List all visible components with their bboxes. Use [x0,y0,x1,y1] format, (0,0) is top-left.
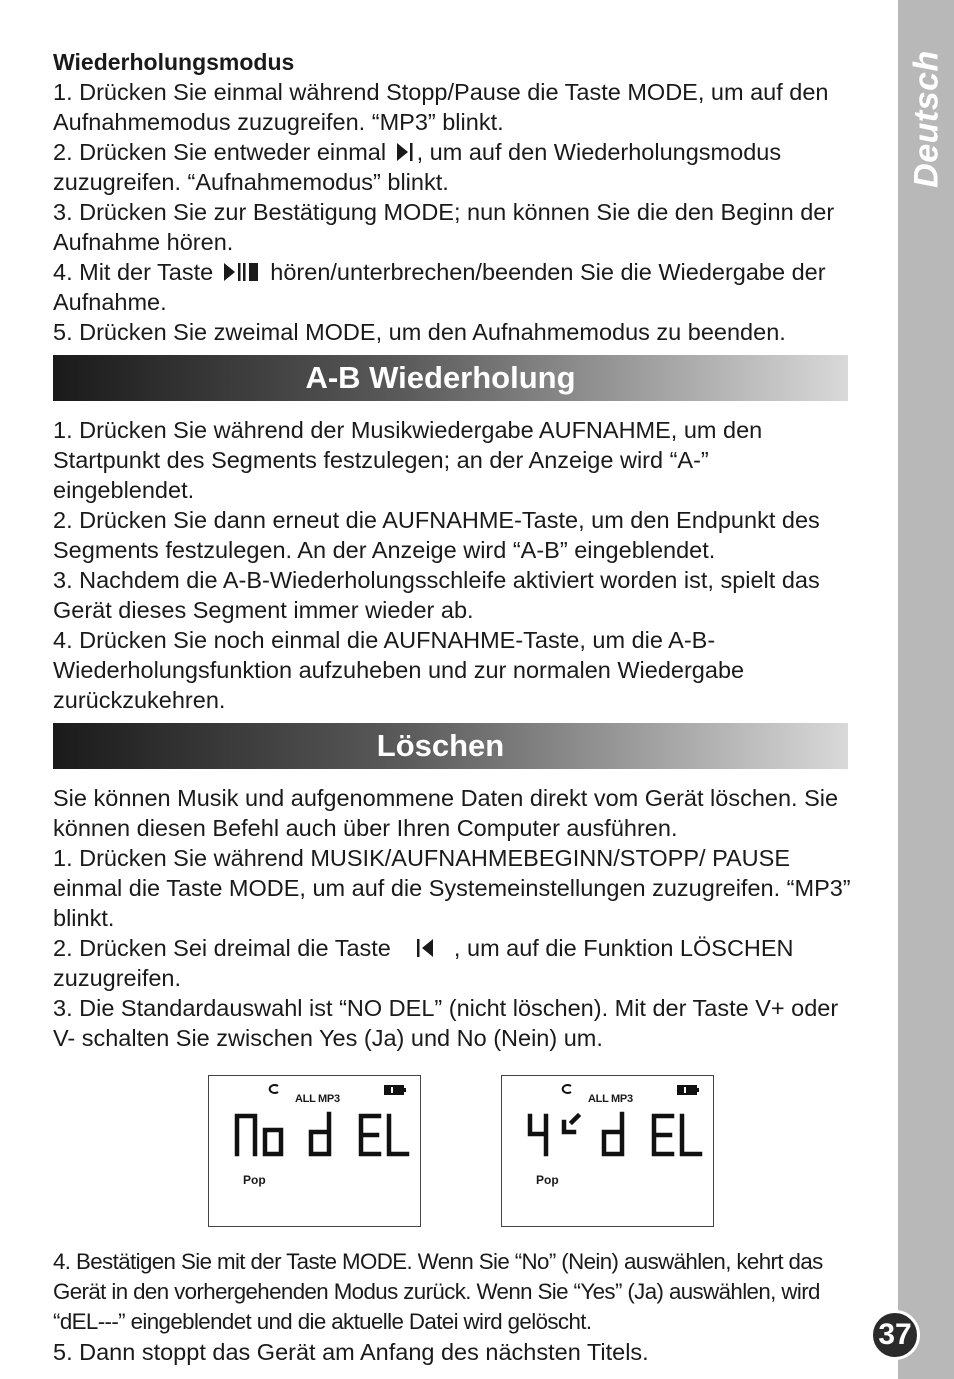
delete-step-4: 4. Bestätigen Sie mit der Taste MODE. Wenn Sie “No” (Nein) auswählen, kehrt das Gerät in den vorhergehenden Modus zurück. Wenn Sie “Yes” (Ja) auswählen, wird “dEL---” eingeblendet und die aktuelle Datei wird gelöscht. [53,1249,823,1334]
battery-icon [677,1085,699,1095]
repeat-step-4: 4. Mit der Taste hören/unterbrechen/beenden Sie die Wiedergabe der Aufnahme. [53,259,826,315]
ab-step-2: 2. Drücken Sie dann erneut die AUFNAHME-Taste, um den Endpunkt des Segments festzulegen. An der Anzeige wird “A-B” eingeblendet. [53,507,820,563]
delete-step-5: 5. Dann stoppt das Gerät am Anfang des nächsten Titels. [53,1339,649,1365]
repeat-step-3: 3. Drücken Sie zur Bestätigung MODE; nun können Sie die den Beginn der Aufnahme hören. [53,199,835,255]
lcd-displays [208,1075,853,1227]
page-number: 37 [870,1310,920,1360]
lcd-genre: Pop [243,1173,266,1187]
battery-icon [384,1085,406,1095]
lcd-genre: Pop [536,1173,559,1187]
lcd-segment-yes-del [524,1108,704,1158]
repeat-step-5: 5. Drücken Sie zweimal MODE, um den Aufnahmemodus zu beenden. [53,319,786,345]
repeat-loop-icon [267,1083,281,1095]
ab-step-4: 4. Drücken Sie noch einmal die AUFNAHME-Taste, um die A-B-Wiederholungsfunktion aufzuheben und zur normalen Wiedergabe zurückzukehren. [53,627,745,713]
delete-step-1: 1. Drücken Sie während MUSIK/AUFNAHMEBEGINN/STOPP/ PAUSE einmal die Taste MODE, um auf die Systemeinstellungen zuzugreifen. “MP3” blinkt. [53,845,851,931]
page-content [53,47,853,1367]
repeat-step-2: 2. Drücken Sie entweder einmal , um auf den Wiederholungsmodus zuzugreifen. “Aufnahmemodus” blinkt. [53,139,782,195]
next-track-icon [395,141,415,163]
lcd-status: ALL MP3 [295,1093,340,1105]
lcd-status: ALL MP3 [588,1093,633,1105]
ab-repeat-title: A-B Wiederholung [305,360,576,395]
delete-intro: Sie können Musik und aufgenommene Daten direkt vom Gerät löschen. Sie können diesen Befehl auch über Ihren Computer ausführen. [53,785,839,841]
delete-title-bar [53,723,848,769]
repeat-loop-icon [560,1083,574,1095]
delete-step-3: 3. Die Standardauswahl ist “NO DEL” (nicht löschen). Mit der Taste V+ oder V- schalten Sie zwischen Yes (Ja) und No (Nein) um. [53,995,839,1051]
repeat-mode-heading: Wiederholungsmodus [53,49,295,75]
language-label: Deutsch [907,50,946,188]
ab-step-3: 3. Nachdem die A-B-Wiederholungsschleife aktiviert worden ist, spielt das Gerät dieses Segment immer wieder ab. [53,567,820,623]
side-tab [878,0,954,1379]
lcd-display-no-del [208,1075,421,1227]
lcd-display-yes-del [501,1075,714,1227]
ab-repeat-title-bar [53,355,848,401]
lcd-segment-no-del [231,1108,411,1158]
delete-title: Löschen [376,728,505,763]
play-pause-icon [222,261,262,283]
repeat-step-1: 1. Drücken Sie einmal während Stopp/Pause die Taste MODE, um auf den Aufnahmemodus zuzugreifen. “MP3” blinkt. [53,79,829,135]
ab-step-1: 1. Drücken Sie während der Musikwiedergabe AUFNAHME, um den Startpunkt des Segments festzulegen; an der Anzeige wird “A-” eingeblendet. [53,417,763,503]
delete-step-2: 2. Drücken Sei dreimal die Taste , um auf die Funktion LÖSCHEN zuzugreifen. [53,935,794,991]
previous-track-icon [411,937,445,959]
